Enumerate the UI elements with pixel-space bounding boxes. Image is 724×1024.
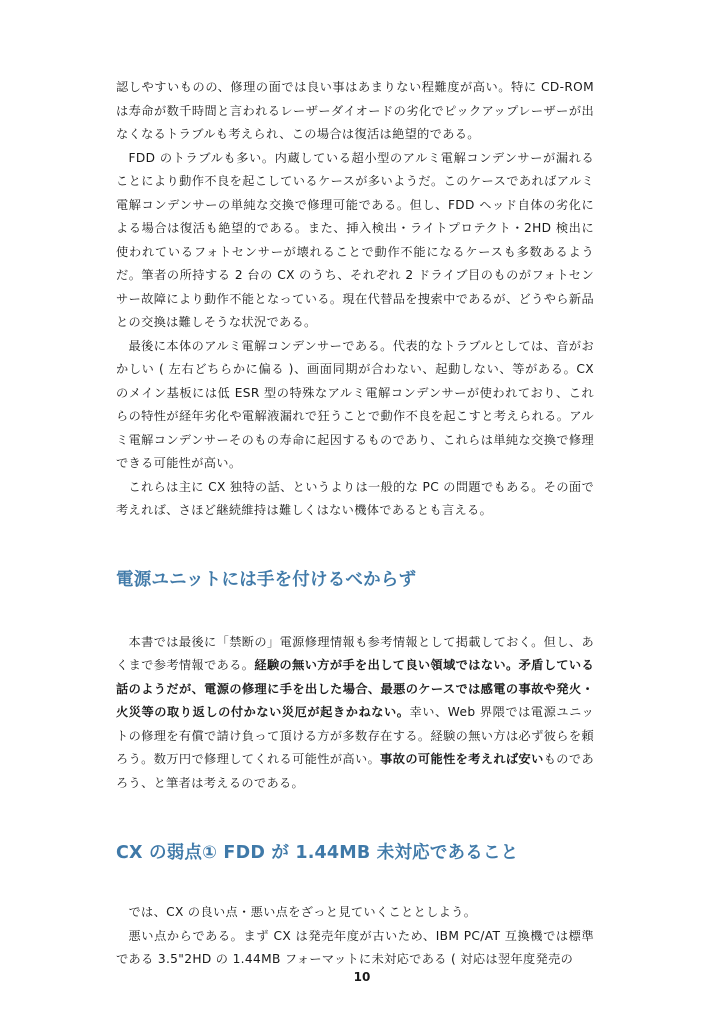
text-span: 本書では最後に「禁断の」電源修理情報も参考情報として掲載しておく。但し、あくまで参考情報である。 [116,634,594,672]
body-paragraph [116,631,594,796]
body-paragraph: 最後に本体のアルミ電解コンデンサーである。代表的なトラブルとしては、音がおかしい ( 左右どちらかに偏る )、画面同期が合わない、起動しない、等がある。CX のメイン基板には低 ESR 型の特殊なアルミ電解コンデンサーが使われており、これらの特性が経年劣化や電解液漏れで狂うことで動作不良を起こすと考えられる。アルミ電解コンデンサーそのもの寿命に起因するものであり、これらは単純な交換で修理できる可能性が高い。 [116,338,594,470]
section-heading-fdd-weakness: CX の弱点① FDD が 1.44MB 未対応であること [116,843,519,863]
section-heading-power-unit: 電源ユニットには手を付けるべからず [116,569,417,590]
body-paragraph: では、CX の良い点・悪い点をざっと見ていくこととしよう。 [128,905,477,919]
body-paragraph: 悪い点からである。まず CX は発売年度が古いため、IBM PC/AT 互換機では標準である 3.5"2HD の 1.44MB フォーマットに未対応である ( 対応は翌年度発売の [116,928,594,966]
body-paragraph: 認しやすいものの、修理の面では良い事はあまりない程難度が高い。特に CD-ROM は寿命が数千時間と言われるレーザーダイオードの劣化でピックアップレーザーが出なくなるトラブルも考えられ、この場合は復活は絶望的である。 [116,80,594,141]
document-body [116,76,594,972]
text-span: ものであろう、と筆者は考えるのである。 [116,752,594,790]
text-span: 幸い、Web 界隈では電源ユニットの修理を有償で請け負って頂ける方が多数存在する。経験の無い方は必ず彼らを頼ろう。数万円で修理してくれる可能性が高い。 [116,705,594,766]
page-number: 10 [353,970,371,984]
body-paragraph: これらは主に CX 独特の話、というよりは一般的な PC の問題でもある。その面で考えれば、さほど継続維持は難しくはない機体であるとも言える。 [116,479,594,517]
bold-warning-text: 経験の無い方が手を出して良い領域ではない。矛盾している話のようだが、電源の修理に手を出した場合、最悪のケースでは感電の事故や発火・火災等の取り返しの付かない災厄が起きかねない。 [116,658,595,719]
bold-warning-text: 事故の可能性を考えれば安い [380,752,544,766]
body-paragraph: FDD のトラブルも多い。内蔵している超小型のアルミ電解コンデンサーが漏れることにより動作不良を起こしているケースが多いようだ。このケースであればアルミ電解コンデンサーの単純な交換で修理可能である。但し、FDD ヘッド自体の劣化による場合は復活も絶望的である。また、挿入検出・ライトプロテクト・2HD 検出に使われているフォトセンサーが壊れることで動作不能になるケースも多数あるようだ。筆者の所持する 2 台の CX のうち、それぞれ 2 ドライブ目のものがフォトセンサー故障により動作不能となっている。現在代替品を捜索中であるが、どうやら新品との交換は難しそうな状況である。 [116,150,594,329]
